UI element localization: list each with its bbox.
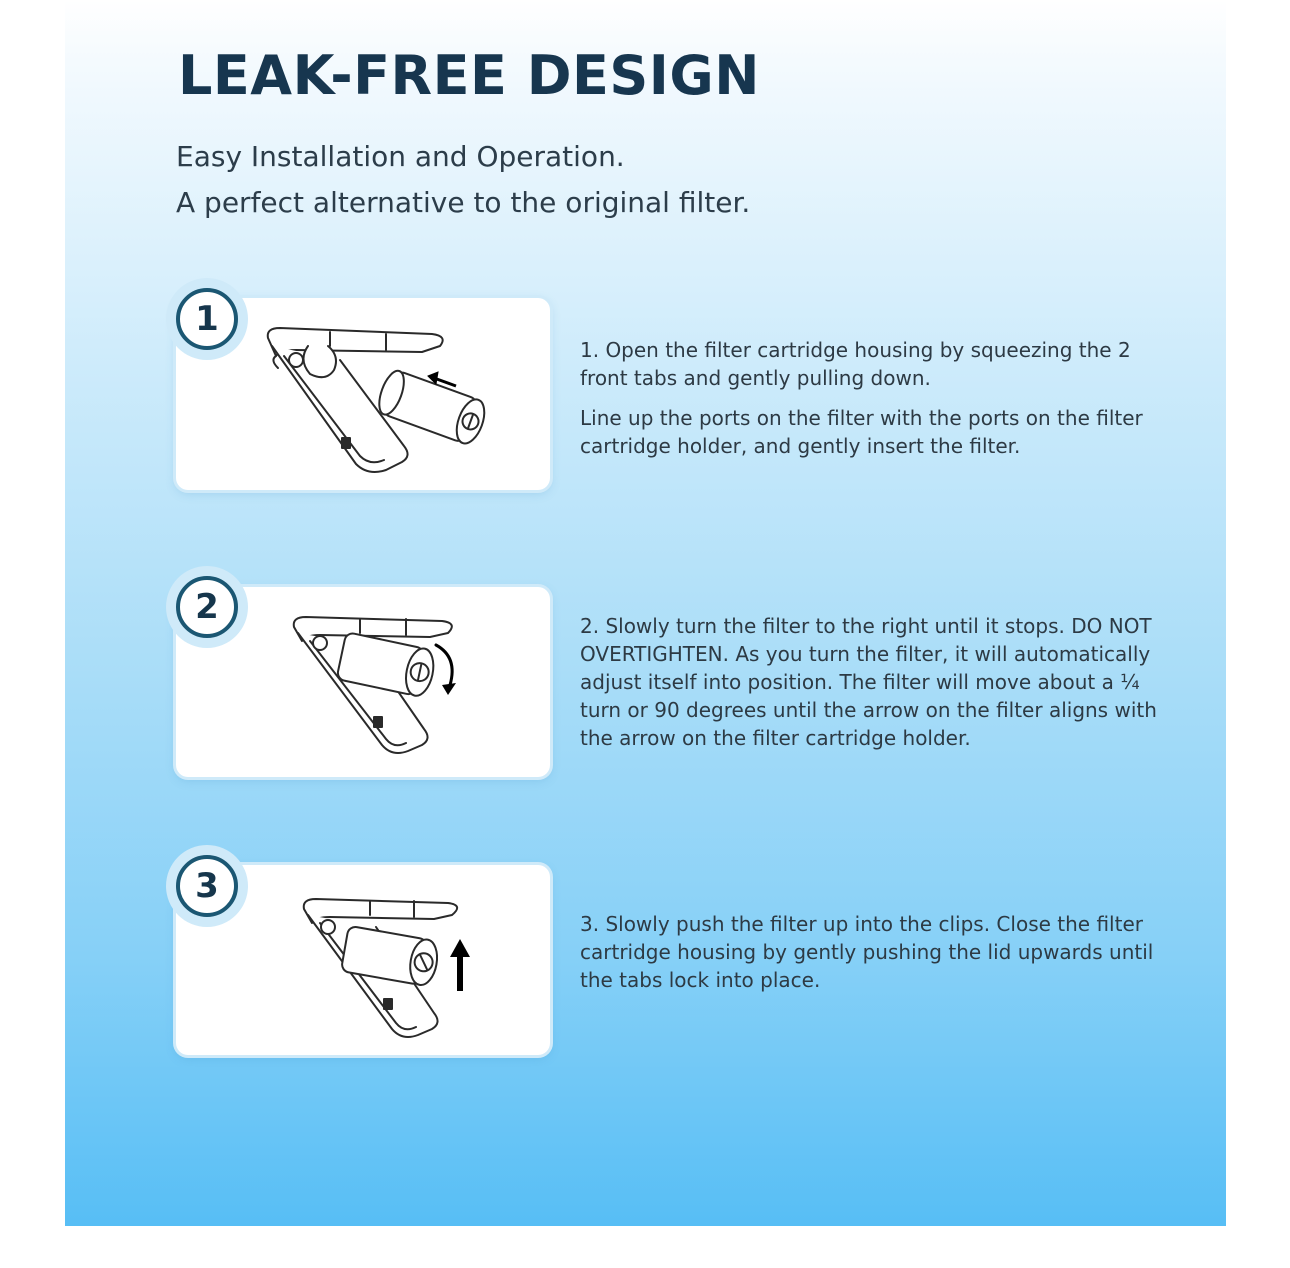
step-3-text bbox=[580, 910, 1180, 1006]
step-3-paragraph-1: 3. Slowly push the filter up into the clips. Close the filter cartridge housing by gently pushing the lid upwards until the tabs lock into place. bbox=[580, 912, 1154, 992]
filter-push-up-illustration bbox=[236, 883, 496, 1043]
step-2-paragraph-1: 2. Slowly turn the filter to the right until it stops. DO NOT OVERTIGHTEN. As you turn the filter, it will automatically adjust itself into position. The filter will move about a ¼ turn or 90 degrees until the arrow on the filter aligns with the arrow on the filter cartridge holder. bbox=[580, 614, 1157, 750]
filter-insert-illustration bbox=[236, 316, 496, 476]
step-1-paragraph-1: 1. Open the filter cartridge housing by squeezing the 2 front tabs and gently pulling down. bbox=[580, 338, 1131, 390]
step-1-text bbox=[580, 336, 1180, 472]
step-2-number-badge: 2 bbox=[176, 576, 238, 638]
step-1-paragraph-2: Line up the ports on the filter with the ports on the filter cartridge holder, and gently insert the filter. bbox=[580, 406, 1143, 458]
subtitle-line-2: A perfect alternative to the original filter. bbox=[176, 186, 751, 219]
step-2-text bbox=[580, 612, 1180, 764]
step-1-number-badge: 1 bbox=[176, 288, 238, 350]
filter-turn-illustration bbox=[236, 605, 496, 765]
subtitle-line-1: Easy Installation and Operation. bbox=[176, 140, 625, 173]
step-3-number-badge: 3 bbox=[176, 855, 238, 917]
page-title: LEAK-FREE DESIGN bbox=[178, 44, 760, 107]
